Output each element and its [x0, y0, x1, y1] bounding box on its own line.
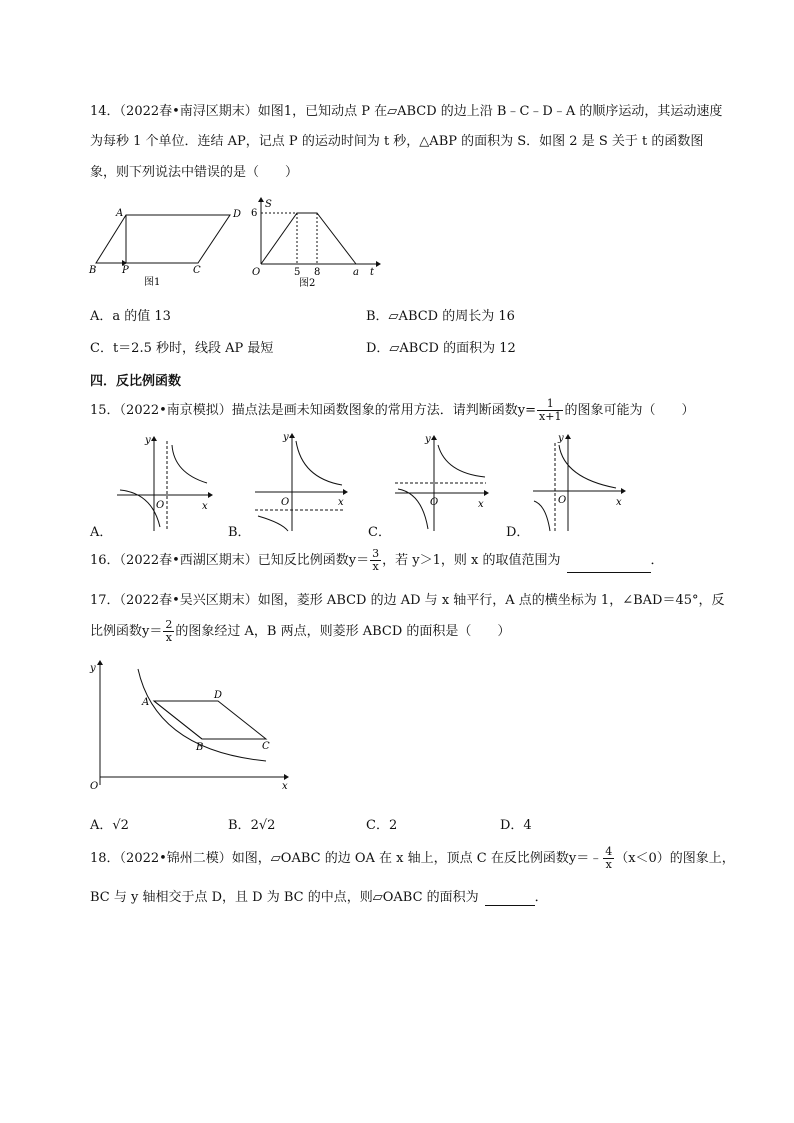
q15-func-y: y= [517, 403, 537, 418]
q15-option-d: D． [506, 525, 530, 540]
q16-stem [90, 548, 664, 573]
q16-frac-den: x [372, 560, 379, 573]
q17-option-b-value: 2√2 [250, 818, 276, 833]
q17-figure [86, 655, 296, 795]
q15c-label-y: y [425, 434, 431, 445]
fig2-label-8: 8 [314, 267, 321, 278]
q17-fraction [163, 619, 174, 644]
q14-figure2 [244, 196, 384, 291]
q17-label-b: B [196, 742, 204, 753]
q18-func-y: y＝﹣ [568, 851, 603, 866]
q18-fraction [603, 846, 614, 871]
q15d-label-o: O [558, 495, 567, 506]
q15c-label-x: x [478, 499, 484, 510]
q17-label-c: C [262, 741, 270, 752]
q14-option-a: A．a 的值 13 [90, 309, 171, 324]
q14-line3: 象，则下列说法中错误的是（ ） [90, 165, 299, 180]
q17-option-a-value: √2 [112, 818, 129, 833]
q17-option-b [228, 814, 275, 833]
fig2-label-s: S [265, 199, 272, 210]
fig2-caption: 图2 [299, 278, 316, 289]
q15-graph-b [250, 433, 358, 535]
q18-frac-num: 4 [605, 845, 613, 858]
fig2-label-5: 5 [294, 267, 301, 278]
q15-graph-d [528, 433, 636, 535]
q16-func-y: y＝ [348, 553, 370, 568]
q16-fraction [370, 548, 381, 573]
q15a-label-y: y [145, 435, 151, 446]
q17-func-y: y＝ [142, 624, 163, 639]
q17-label-y: y [90, 663, 96, 674]
q17-label-a: A [142, 697, 150, 708]
fig1-label-p: P [122, 265, 129, 276]
q15-stem [90, 398, 694, 423]
q17-option-d: D．4 [500, 818, 532, 833]
q17-line2-prefix: 比例函数 [90, 624, 143, 639]
q17-label-d: D [214, 690, 223, 701]
fig1-label-d: D [233, 209, 242, 220]
q16-end: ． [650, 553, 664, 568]
q15b-label-o: O [281, 497, 290, 508]
q16-answer-blank[interactable] [567, 556, 651, 573]
q18-frac-den: x [605, 858, 612, 871]
fig2-label-t: t [370, 267, 375, 278]
q14-option-b: B．▱ABCD 的周长为 16 [366, 309, 515, 324]
q15-option-a: A． [90, 525, 113, 540]
q17-line2 [90, 619, 510, 644]
q14-figure1 [88, 205, 248, 290]
q16-prefix: 16．（2022春•西湖区期末）已知反比例函数 [90, 553, 349, 568]
fig1-label-a: A [116, 208, 124, 219]
q18-suffix: （x＜0）的图象上， [615, 851, 735, 866]
q18-answer-blank[interactable] [485, 889, 535, 906]
q17-label-x: x [282, 781, 288, 792]
q15-suffix: 的图象可能为（ ） [564, 403, 695, 418]
q14-option-c: C．t＝2.5 秒时，线段 AP 最短 [90, 341, 274, 356]
q15-prefix: 15．（2022•南京模拟）描点法是画未知函数图象的常用方法．请判断函数 [90, 403, 518, 418]
q16-frac-num: 3 [372, 547, 380, 560]
section-heading: 四．反比例函数 [90, 374, 182, 389]
fig1-label-b: B [89, 265, 97, 276]
q15-graph-a [112, 433, 220, 535]
fig2-label-6: 6 [251, 208, 258, 219]
q15-frac-num: 1 [537, 398, 563, 411]
fig2-label-a: a [353, 267, 359, 278]
q15b-label-y: y [283, 433, 289, 443]
q18-prefix: 18．（2022•锦州二模）如图，▱OABC 的边 OA 在 x 轴上，顶点 C 在反比例函数 [90, 851, 569, 866]
q17-line2-suffix: 的图象经过 A，B 两点，则菱形 ABCD 的面积是（ ） [175, 624, 511, 639]
q17-label-o: O [90, 781, 99, 792]
q15a-label-o: O [156, 500, 165, 511]
fig2-label-o: O [252, 267, 261, 278]
q15b-label-x: x [338, 497, 344, 508]
q14-option-d: D．▱ABCD 的面积为 12 [366, 341, 516, 356]
fig1-caption: 图1 [144, 277, 161, 288]
q17-frac-den: x [165, 631, 172, 644]
q18-line1 [90, 846, 735, 871]
q15-fraction [537, 398, 563, 423]
q17-option-b-label: B． [228, 818, 251, 833]
q18-end: ． [534, 890, 548, 905]
q15d-label-x: x [616, 497, 622, 508]
q15-option-b: B． [228, 525, 251, 540]
q14-line1: 14．（2022春•南浔区期末）如图1，已知动点 P 在▱ABCD 的边上沿 B﹣C﹣D﹣A 的顺序运动，其运动速度 [90, 104, 723, 119]
q18-line2 [90, 889, 548, 906]
q17-line1: 17．（2022春•吴兴区期末）如图，菱形 ABCD 的边 AD 与 x 轴平行，A 点的横坐标为 1，∠BAD＝45°，反 [90, 593, 725, 608]
q15-frac-den: x+1 [539, 410, 562, 423]
q15d-label-y: y [558, 433, 564, 444]
q16-suffix: ，若 y＞1，则 x 的取值范围为 [382, 553, 561, 568]
q17-option-a [90, 814, 129, 833]
q15a-label-x: x [202, 501, 208, 512]
q15c-label-o: O [430, 497, 439, 508]
q15-graph-c [390, 433, 498, 535]
q17-option-a-label: A． [90, 818, 113, 833]
q17-option-c: C．2 [366, 818, 398, 833]
q17-frac-num: 2 [165, 618, 173, 631]
q15-option-c: C． [368, 525, 391, 540]
fig1-label-c: C [193, 265, 201, 276]
q18-line2-text: BC 与 y 轴相交于点 D，且 D 为 BC 的中点，则▱OABC 的面积为 [90, 890, 479, 905]
q14-line2: 为每秒 1 个单位．连结 AP，记点 P 的运动时间为 t 秒，△ABP 的面积为 S．如图 2 是 S 关于 t 的函数图 [90, 134, 704, 149]
